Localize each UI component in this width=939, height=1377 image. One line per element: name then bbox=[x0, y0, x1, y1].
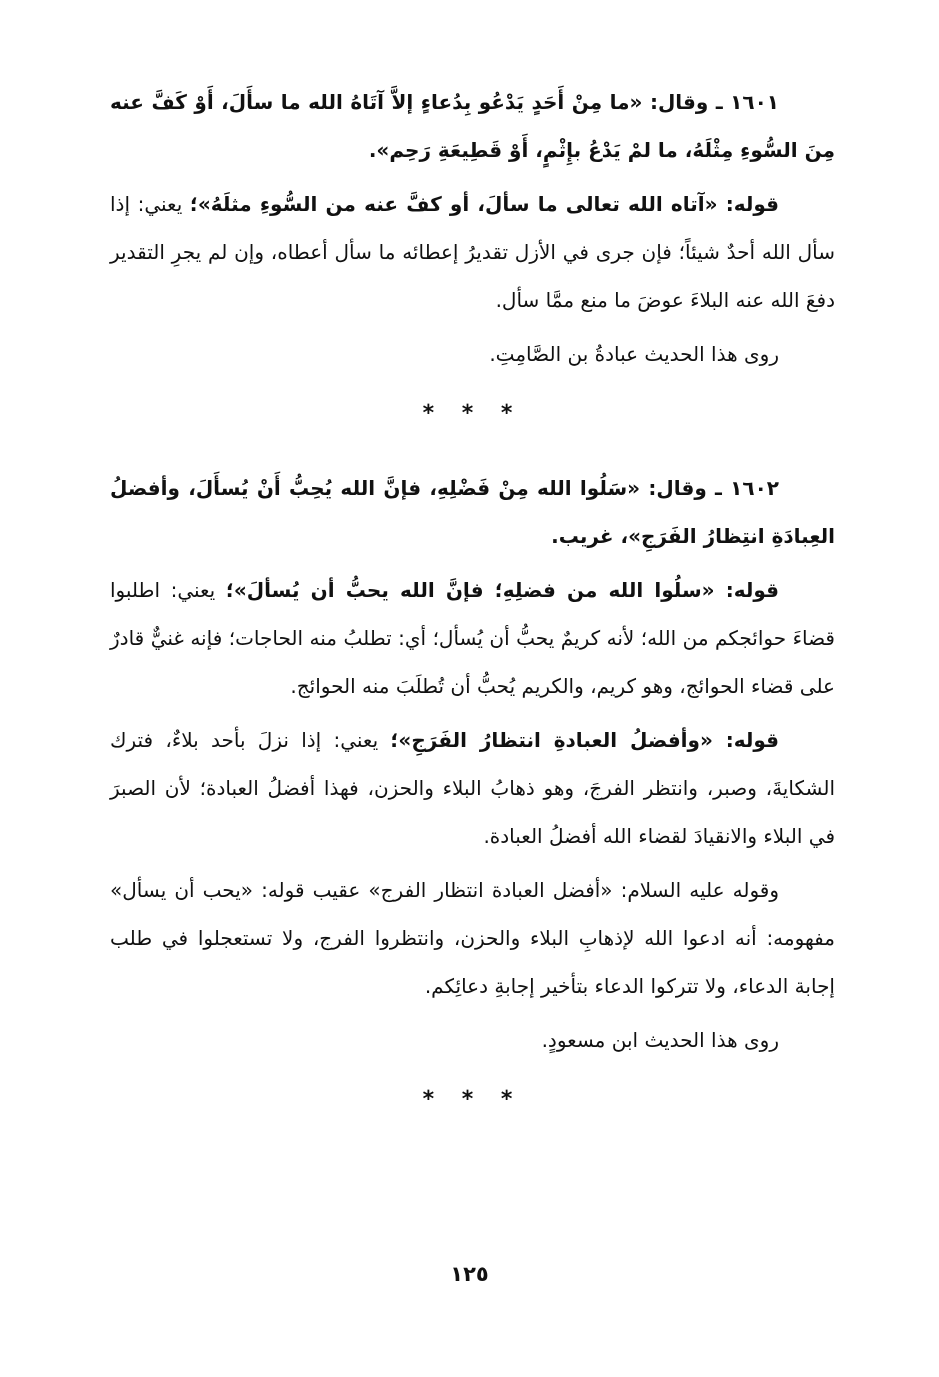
commentary-lead: قوله: «وأفضلُ العبادةِ انتظارُ الفَرَجِ»؛ bbox=[390, 728, 780, 752]
commentary-lead: قوله: «آتاه الله تعالى ما سألَ، أو كفَّ عنه من السُّوءِ مثلَهُ»؛ bbox=[189, 192, 779, 216]
section-separator: * * * bbox=[422, 1087, 523, 1112]
commentary-paragraph bbox=[110, 566, 835, 710]
hadith-text: ١٦٠٢ ـ وقال: «سَلُوا الله مِنْ فَضْلِهِ، فإنَّ الله يُحِبُّ أَنْ يُسأَلَ، وأفضلُ العِبادَةِ انتِظارُ الفَرَجِ»، غريب. bbox=[110, 476, 835, 548]
commentary-text: يعني: اطلبوا قضاءَ حوائجكم من الله؛ لأنه كريمٌ يحبُّ أن يُسأل؛ أي: تطلبُ منه الحاجات؛ فإنه غنيٌّ قادرٌ على قضاء الحوائج، وهو كريم، والكريم يُحبُّ أن تُطلَبَ منه الحوائج. bbox=[110, 578, 835, 698]
commentary-text: يعني: إذا سأل الله أحدٌ شيئاً؛ فإن جرى في الأزل تقديرُ إعطائه ما سأل أعطاه، وإن لم يجرِ التقدير دفعَ الله عنه البلاءَ عوضَ ما منع ممَّا سأل. bbox=[110, 192, 835, 312]
commentary-lead: قوله: «سلُوا الله من فضلِهِ؛ فإنَّ الله يحبُّ أن يُسألَ»؛ bbox=[225, 578, 779, 602]
commentary-paragraph bbox=[110, 716, 835, 860]
hadith-1601 bbox=[110, 78, 835, 174]
narrator-line: روى هذا الحديث ابن مسعودٍ. bbox=[541, 1028, 779, 1052]
commentary-paragraph bbox=[110, 180, 835, 324]
hadith-1602 bbox=[110, 464, 835, 560]
section-separator: * * * bbox=[422, 401, 523, 426]
narrator-line: روى هذا الحديث عبادةُ بن الصَّامِتِ. bbox=[489, 342, 779, 366]
commentary-text: يعني: إذا نزلَ بأحد بلاءٌ، فترك الشكايةَ، وصبر، وانتظر الفرجَ، وهو ذهابُ البلاء والحزن، فهذا أفضلُ العبادة؛ لأن الصبرَ في البلاء والانقيادَ لقضاء الله أفضلُ العبادة. bbox=[110, 728, 835, 848]
commentary-text: وقوله عليه السلام: «أفضل العبادة انتظار الفرج» عقيب قوله: «يحب أن يسأل» مفهومه: أنه ادعوا الله لإذهابِ البلاء والحزن، وانتظروا الفرج، ولا تستعجلوا في طلب إجابة الدعاء، ولا تتركوا الدعاء بتأخير إجابةِ دعائِكم. bbox=[110, 878, 835, 998]
commentary-paragraph bbox=[110, 866, 835, 1010]
hadith-text: ١٦٠١ ـ وقال: «ما مِنْ أَحَدٍ يَدْعُو بِدُعاءٍ إلاَّ آتَاهُ الله ما سأَلَ، أَوْ كَفَّ عنه مِنَ السُّوءِ مِثْلَهُ، ما لمْ يَدْعُ بإِثْمٍ، أَوْ قَطِيعَةِ رَحِم». bbox=[110, 90, 835, 162]
page-number: ١٢٥ bbox=[450, 1262, 489, 1286]
page-body bbox=[110, 78, 835, 1150]
